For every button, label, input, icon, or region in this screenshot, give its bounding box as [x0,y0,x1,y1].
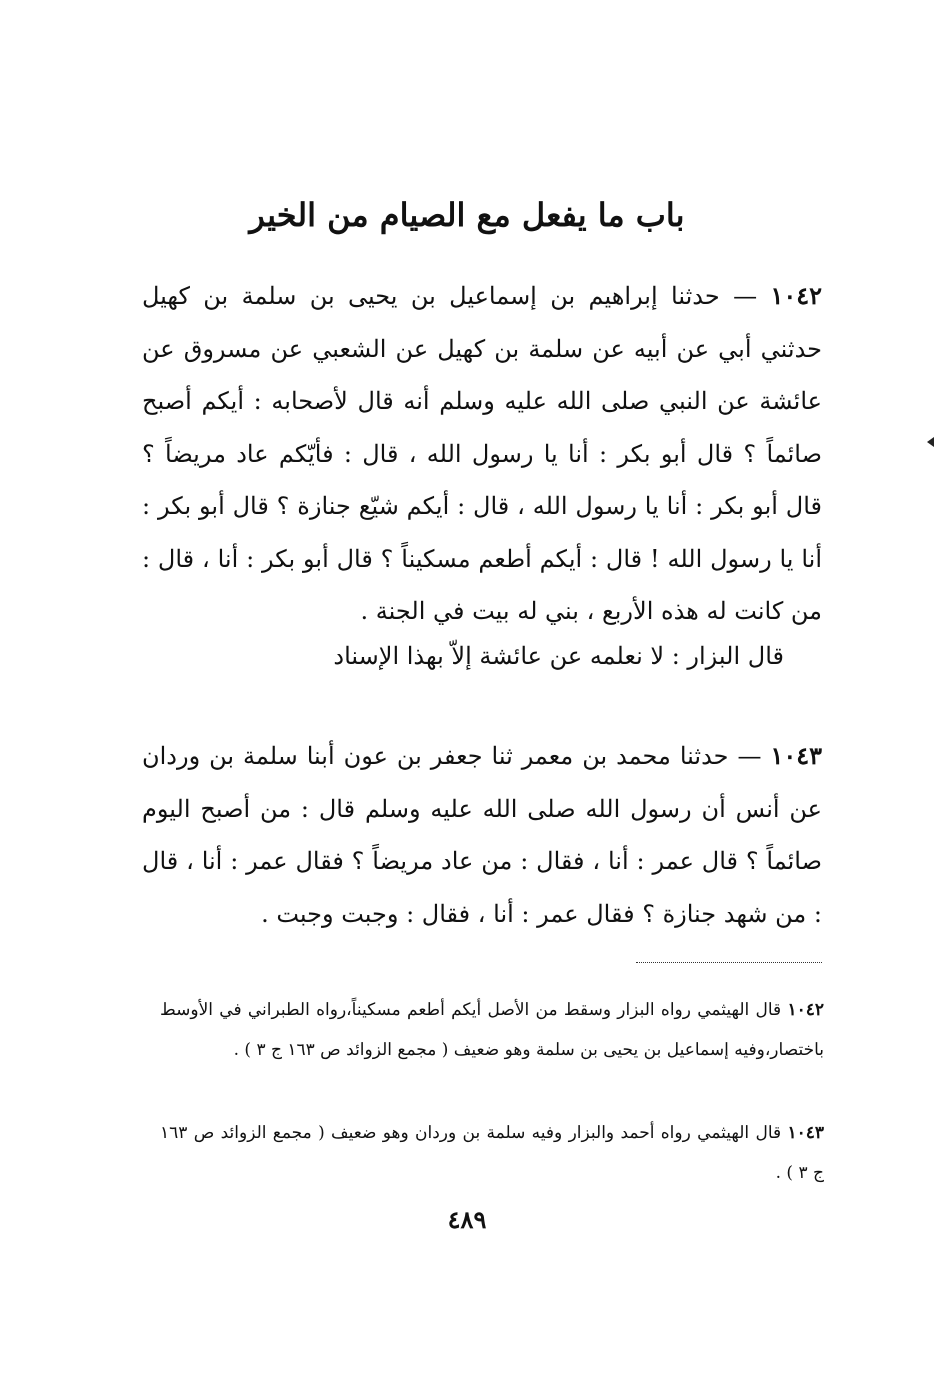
hadith-number: ١٠٤٣ [770,741,822,770]
hadith-1043 [142,730,822,940]
hadith-dash: — [737,742,762,770]
footnote-text: قال الهيثمي رواه البزار وسقط من الأصل أيكم أطعم مسكيناً،رواه الطبراني في الأوسط باختصار،وفيه إسماعيل بن يحيى بن سلمة وهو ضعيف ( مجمع الزوائد ص ١٦٣ ج ٣ ) . [160,1000,824,1060]
footnote-number: ١٠٤٣ [787,1123,824,1143]
footnote-separator [636,962,822,963]
hadith-dash: — [733,282,758,310]
page-number: ٤٨٩ [447,1205,487,1234]
footnote-number: ١٠٤٢ [787,1000,824,1020]
footnote-1043 [160,1113,824,1193]
bazzar-note: قال البزار : لا نعلمه عن عائشة إلاّ بهذا الإسناد [333,642,784,670]
hadith-number: ١٠٤٢ [770,281,822,310]
footnote-text: قال الهيثمي رواه أحمد والبزار وفيه سلمة بن وردان وهو ضعيف ( مجمع الزوائد ص ١٦٣ ج ٣ ) . [160,1123,824,1183]
chapter-heading: باب ما يفعل مع الصيام من الخير [249,196,685,234]
footnote-1042 [160,990,824,1070]
hadith-text: حدثنا محمد بن معمر ثنا جعفر بن عون أبنا سلمة بن وردان عن أنس أن رسول الله صلى الله عليه وسلم قال : من أصبح اليوم صائماً ؟ قال عمر : أنا ، فقال : من عاد مريضاً ؟ فقال عمر : أنا ، قال : من شهد جنازة ؟ فقال عمر : أنا ، فقال : وجبت وجبت . [142,742,822,928]
hadith-text: حدثنا إبراهيم بن إسماعيل بن يحيى بن سلمة بن كهيل حدثني أبي عن أبيه عن سلمة بن كهيل عن الشعبي عن مسروق عن عائشة عن النبي صلى الله عليه وسلم أنه قال لأصحابه : أيكم أصبح صائماً ؟ قال أبو بكر : أنا يا رسول الله ، قال : فأيّكم عاد مريضاً ؟ قال أبو بكر : أنا يا رسول الله ، قال : أيكم شيّع جنازة ؟ قال أبو بكر : أنا يا رسول الله ! قال : أيكم أطعم مسكيناً ؟ قال أبو بكر : أنا ، قال : من كانت له هذه الأربع ، بني له بيت في الجنة . [142,282,822,625]
margin-arrow-icon [927,437,934,447]
hadith-1042 [142,270,822,638]
